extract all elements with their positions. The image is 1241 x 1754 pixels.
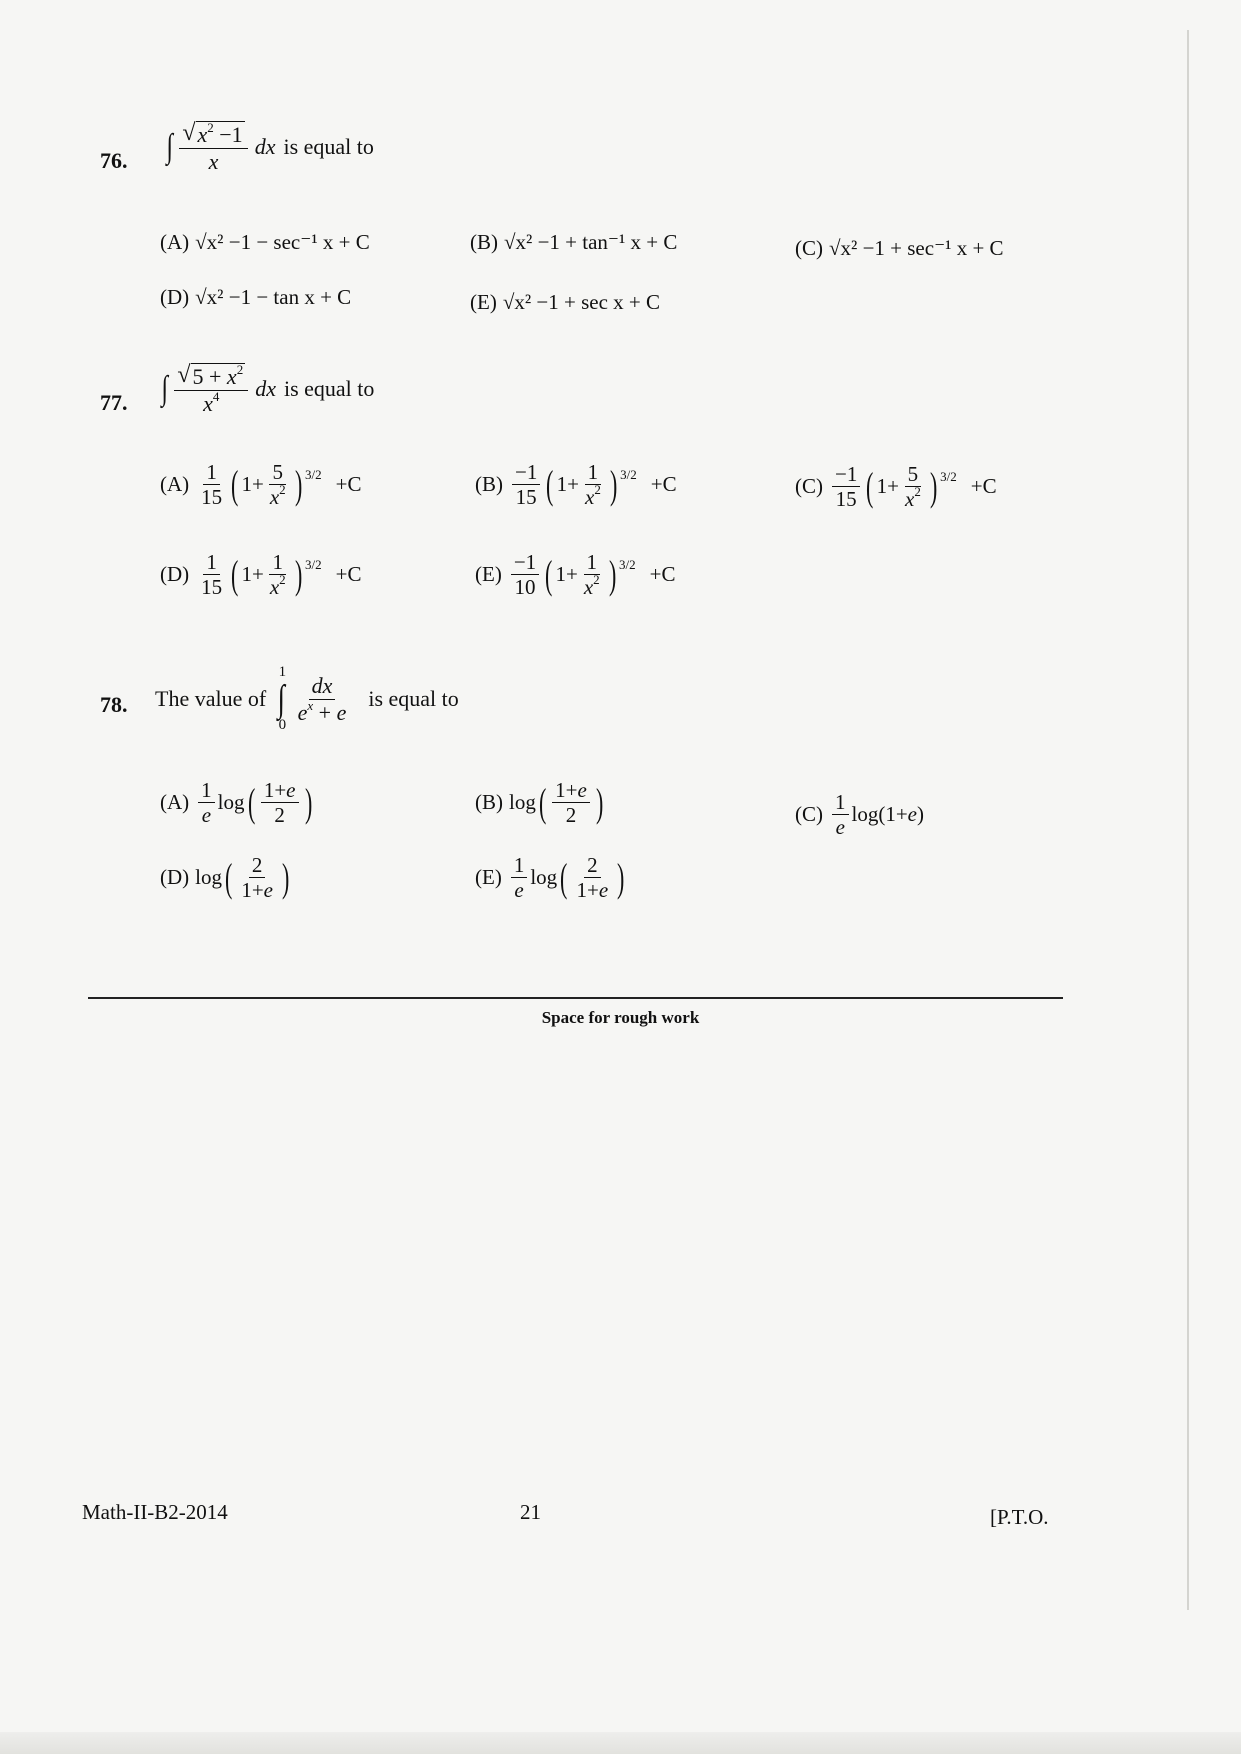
question-76-number: 76. bbox=[100, 148, 128, 173]
q77-stem-text: is equal to bbox=[283, 376, 375, 402]
question-77-stem: ∫ √ $5 + x^2$ $x^4$ dx is equal to bbox=[161, 362, 375, 417]
q76-option-a[interactable]: (A) √x² −1 − sec⁻¹ x + C bbox=[160, 230, 370, 254]
rough-work-divider bbox=[88, 997, 1063, 999]
q78-option-a[interactable]: (A) $\frac{1}{e}$ log ( $\frac{1+e}{2}$ ) bbox=[160, 778, 312, 828]
q78-integral-sign: 1 ∫ 0 bbox=[277, 664, 287, 733]
q76-option-d-text: √x² −1 − tan x + C bbox=[195, 285, 352, 309]
q78-option-c[interactable]: (C) $\frac{1}{e}$ log(1+ e ) bbox=[795, 790, 924, 840]
q78-option-b[interactable]: (B) log ( $\frac{1+e}{2}$ ) bbox=[475, 778, 604, 828]
scan-edge-line bbox=[1187, 30, 1189, 1610]
question-76-stem: ∫ √ $x^2 -1$ x dx is equal to bbox=[166, 120, 374, 175]
q77-option-c[interactable]: (C) $\frac{-1}{15}$ ( 1+ $\frac{5}{x^2}$ ) 3/2 +C bbox=[795, 462, 997, 512]
footer-page-number: 21 bbox=[520, 1500, 541, 1524]
q77-option-b[interactable]: (B) $\frac{-1}{15}$ ( 1+ $\frac{1}{x^2}$ ) 3/2 +C bbox=[475, 460, 677, 510]
footer-pto: [P.T.O. bbox=[990, 1505, 1049, 1529]
q76-option-e-text: √x² −1 + sec x + C bbox=[502, 290, 660, 314]
q76-option-c[interactable]: (C) √x² −1 + sec⁻¹ x + C bbox=[795, 236, 1004, 260]
q78-option-d[interactable]: (D) log ( $\frac{2}{1+e}$ ) bbox=[160, 853, 290, 903]
q78-stem-text: is equal to bbox=[368, 686, 459, 711]
q77-option-a[interactable]: (A) $\frac{1}{15}$ ( 1+ $\frac{5}{x^2}$ ) 3/2 +C bbox=[160, 460, 362, 510]
q76-option-d[interactable]: (D) √x² −1 − tan x + C bbox=[160, 285, 352, 309]
q76-option-b-text: √x² −1 + tan⁻¹ x + C bbox=[504, 230, 678, 254]
question-77-number: 77. bbox=[100, 390, 128, 415]
q77-option-d[interactable]: (D) $\frac{1}{15}$ ( 1+ $\frac{1}{x^2}$ ) 3/2 +C bbox=[160, 550, 362, 600]
q76-stem-text: is equal to bbox=[283, 134, 374, 160]
scan-bottom-shadow bbox=[0, 1732, 1241, 1754]
q76-option-a-text: √x² −1 − sec⁻¹ x + C bbox=[195, 230, 370, 254]
q76-option-b[interactable]: (B) √x² −1 + tan⁻¹ x + C bbox=[470, 230, 678, 254]
q78-stem-prefix: The value of bbox=[155, 686, 267, 711]
q77-integrand: √ $5 + x^2$ $x^4$ bbox=[174, 362, 248, 417]
q78-option-e[interactable]: (E) $\frac{1}{e}$ log ( $\frac{2}{1+e}$ ) bbox=[475, 853, 625, 903]
rough-work-label: Space for rough work bbox=[541, 1008, 700, 1027]
question-78-number: 78. bbox=[100, 692, 128, 717]
q77-option-e[interactable]: (E) $\frac{-1}{10}$ ( 1+ $\frac{1}{x^2}$ ) 3/2 +C bbox=[475, 550, 676, 600]
footer-paper-code: Math-II-B2-2014 bbox=[82, 1500, 228, 1524]
q76-option-e[interactable]: (E) √x² −1 + sec x + C bbox=[470, 290, 660, 314]
q78-integrand: $\frac{dx}{e^x + e}$ bbox=[297, 673, 347, 725]
q76-option-c-text: √x² −1 + sec⁻¹ x + C bbox=[829, 236, 1004, 260]
question-78-stem bbox=[155, 665, 459, 733]
q76-integrand: √ $x^2 -1$ x bbox=[179, 120, 247, 175]
